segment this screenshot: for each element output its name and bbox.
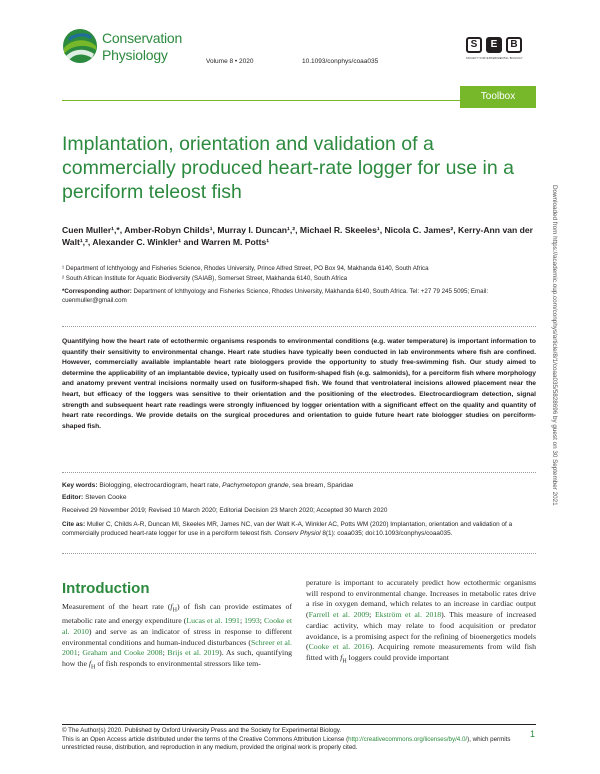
license-link[interactable]: http://creativecommons.org/licenses/by/4.0/: [348, 735, 468, 743]
intro-text-segment: ). Acquiring remote measurements from wild fish fitted with: [306, 642, 536, 662]
reference-link[interactable]: Cooke et al. 2016: [308, 642, 370, 652]
citation: [62, 520, 536, 538]
divider-abstract: [62, 472, 536, 473]
editor-label: Editor:: [62, 494, 84, 501]
license-footer: [62, 727, 528, 753]
section-badge: Toolbox: [460, 86, 536, 108]
seb-letter-s: S: [466, 37, 482, 53]
license-line: [62, 736, 528, 753]
intro-text-segment: of fish responds to environmental stressors like tem-: [95, 659, 261, 669]
society-subtitle: SOCIETY FOR EXPERIMENTAL BIOLOGY: [466, 57, 523, 60]
intro-text-segment: f: [170, 602, 173, 611]
intro-text-segment: H: [172, 607, 177, 614]
affiliation-2: ² South African Institute for Aquatic Biodiversity (SAIAB), Somerset Street, Makhanda 6140, South Africa: [62, 275, 348, 282]
globe-icon: [62, 28, 98, 64]
intro-text-segment: f: [88, 659, 92, 669]
volume-label: Volume 8 • 2020: [206, 58, 254, 65]
abstract: Quantifying how the heart rate of ectothermic organisms responds to environmental conditions (e.g. water temperature) is important information to quantify their sensitivity to environmental change. Heart rate studies have typically been conducted in lab environments where fish are confined. However, commercially available implantable heart rate biologgers provide the opportunity to study free-swimming fish. Our study aimed to determine the applicability of an implantable device, typically used on fusiform-shaped fish (e.g. salmonids), for a perciform fish where morphology and anatomy prevent ventral incisions normally used on fusiform-shaped fish. We found that ventrolateral incisions allowed placement near the heart, but efficacy of the loggers was sensitive to their orientation and the positioning of the electrodes. Electrocardiogram detection, signal strength and subsequent heart rate readings were strongly influenced by logger orientation with a significant effect on the quality and quantity of heart rate recordings. We provide details on the surgical procedures and orientation to guide future heart rate biologger studies on perciform-shaped fish.: [62, 338, 536, 430]
intro-text-segment: ;: [259, 616, 264, 626]
copyright-line: © The Author(s) 2020. Published by Oxford University Press and the Society for Experimental Biology.: [62, 727, 342, 734]
cite-text: Muller C, Childs A-R, Duncan MI, Skeeles MR, James NC, van der Walt K-A, Winkler AC, Potts WM (2020) Implantation, orientation and validation of a commercially produced heart-rate logger for use in a perciform teleost fish.: [62, 521, 513, 537]
intro-text-segment: H: [342, 658, 347, 665]
intro-text-segment: ). This measure of increased cardiac activity, which may relate to food acquisition or predator avoidance, is a promising aspect for the refining of bioenergetics models (: [306, 610, 536, 652]
intro-text-segment: ) of fish can provide estimates of metabolic rate and energy expenditure (: [62, 602, 292, 626]
reference-link[interactable]: Cooke et al. 2010: [62, 616, 292, 636]
journal-logo: [62, 28, 192, 68]
journal-name: [102, 30, 182, 64]
intro-column-right: [306, 578, 536, 667]
license-text-b: ), which permits unrestricted reuse, distribution, and reproduction in any medium, provided the original work is properly cited.: [62, 735, 511, 752]
divider-cite: [62, 553, 536, 554]
intro-text-segment: perature is important to accurately predict how ectothermic organisms will respond to environmental change. Increases in metabolic rates drive a rise in oxygen demand, which relates to an increase in cardiac output (: [306, 578, 536, 620]
keywords-tail: , sea bream, Sparidae: [288, 482, 354, 489]
intro-text-segment: H: [91, 664, 96, 671]
intro-text-segment: Measurement of the heart rate (: [62, 602, 171, 611]
affiliation-1: ¹ Department of Ichthyology and Fisheries Science, Rhodes University, Prince Alfred Street, PO Box 94, Makhanda 6140, South Africa: [62, 265, 429, 272]
keywords-species: Pachymetopon grande: [222, 482, 289, 489]
corresponding-label: *Corresponding author:: [62, 288, 132, 295]
seb-letter-e: E: [486, 37, 502, 53]
article-title: Implantation, orientation and validation of a commercially produced heart-rate logger for use in a perciform teleost fish: [62, 133, 514, 203]
intro-text-segment: ) and serve as an indicator of stress in response to different environmental conditions and human-induced disturbances (: [62, 626, 292, 647]
corresponding-author: [62, 287, 536, 305]
reference-link[interactable]: Graham and Cooke 2008: [82, 648, 163, 658]
cite-label: Cite as:: [62, 521, 86, 528]
intro-text-segment: ;: [77, 648, 83, 658]
intro-heading: Introduction: [62, 580, 150, 597]
keywords-label: Key words:: [62, 482, 98, 489]
reference-link[interactable]: Schreer et al. 2001: [62, 637, 292, 658]
author-list: Cuen Muller¹,*, Amber-Robyn Childs¹, Murray I. Duncan¹,², Michael R. Skeeles¹, Nicola C. James², Kerry-Ann van der Walt¹,², Alexander C. Winkler¹ and Warren M. Potts¹: [62, 225, 534, 247]
reference-link[interactable]: Brijs et al. 2019: [167, 648, 220, 658]
reference-link[interactable]: Lucas et al. 1991: [186, 616, 240, 626]
divider-top: [62, 326, 536, 327]
reference-link[interactable]: Ekström et al. 2018: [374, 610, 442, 620]
keywords-text: Biologging, electrocardiogram, heart rate,: [97, 482, 223, 489]
intro-column-left: [62, 602, 292, 673]
affiliations: [62, 264, 536, 284]
intro-text-segment: ;: [369, 610, 375, 620]
footer-rule: [62, 724, 536, 725]
intro-text-segment: ). As such, quantifying how the: [62, 648, 292, 669]
download-sidebar: Downloaded from https://academic.oup.com/conphys/article/8/1/coaa035/5828696 by guest on 30 September 2021: [551, 185, 558, 506]
doi-label: 10.1093/conphys/coaa035: [302, 58, 379, 65]
keywords: [62, 481, 536, 490]
corresponding-text: Department of Ichthyology and Fisheries Science, Rhodes University, Makhanda 6140, South Africa. Tel: +27 79 245 5095; Email: cuenmuller@gmail.com: [62, 288, 489, 304]
intro-text-segment: loggers could provide important: [346, 652, 449, 662]
editor-name: Steven Cooke: [83, 494, 127, 501]
journal-name-line1: Conservation: [102, 30, 183, 46]
received-dates: Received 29 November 2019; Revised 10 March 2020; Editorial Decision 23 March 2020; Accepted 30 March 2020: [62, 507, 388, 514]
intro-text-segment: ;: [239, 616, 245, 626]
cite-tail: 8(1): coaa035; doi:10.1093/conphys/coaa035.: [320, 530, 453, 537]
reference-link[interactable]: Farrell et al. 2009: [308, 610, 370, 620]
reference-link[interactable]: 1993: [244, 616, 260, 626]
intro-text-segment: ;: [162, 648, 168, 658]
journal-name-line2: Physiology: [102, 47, 168, 63]
society-logo: [466, 37, 536, 65]
page-number: 1: [530, 729, 536, 739]
seb-letter-b: B: [506, 37, 522, 53]
license-text-a: This is an Open Access article distributed under the terms of the Creative Commons Attribution License (: [62, 735, 349, 743]
intro-text-segment: f: [340, 652, 343, 662]
cite-journal: Conserv Physiol: [274, 530, 321, 537]
editor: [62, 494, 536, 501]
